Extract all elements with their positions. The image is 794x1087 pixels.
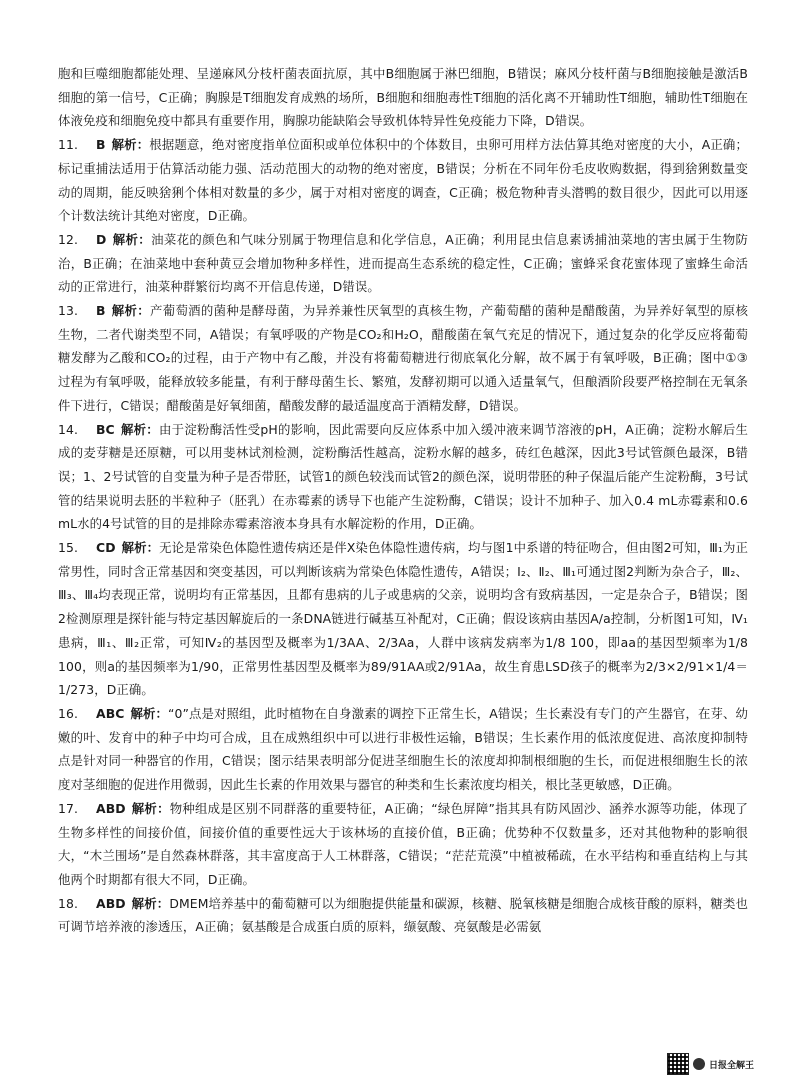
question-number: 17. <box>58 800 79 816</box>
answer-item <box>58 892 748 939</box>
analysis-label: 解析： <box>120 421 159 437</box>
question-number: 16. <box>58 705 79 721</box>
qr-code-icon <box>667 1053 689 1075</box>
analysis-label: 解析： <box>111 303 150 319</box>
answer-item <box>58 797 748 892</box>
answer-list <box>58 133 748 939</box>
answer-item <box>58 418 748 537</box>
brand-name: 日报全解王 <box>708 1060 754 1071</box>
analysis-text: 根据题意，绝对密度指单位面积或单位体积中的个体数目，虫卵可用样方法估算其绝对密度的大小，A正确；标记重捕法适用于估算活动能力强、活动范围大的动物的绝对密度，B错误；分析在不同年份毛皮收购数据，得到猞猁数量变动的周期，能反映猞猁个体相对数量的多少，属于对相对密度的调查，C正确；极危物种青头潜鸭的数目很少，因此可以用逐个计数法统计其绝对密度，D正确。 <box>58 137 748 224</box>
answer-item <box>58 228 748 299</box>
analysis-text: 物种组成是区别不同群落的重要特征，A正确；“绿色屏障”指其具有防风固沙、涵养水源等功能，体现了生物多样性的间接价值，间接价值的重要性远大于该林场的直接价值，B正确；优势种不仅数量多，还对其他物种的影响很大，“木兰围场”是自然森林群落，其丰富度高于人工林群落，C错误；“茫茫荒漠”中植被稀疏，在水平结构和垂直结构上与其他两个时期都有很大不同，D正确。 <box>58 800 748 887</box>
intro-paragraph: 胞和巨噬细胞都能处理、呈递麻风分枝杆菌表面抗原，其中B细胞属于淋巴细胞，B错误；麻风分枝杆菌与B细胞接触是激活B细胞的第一信号，C正确；胸腺是T细胞发育成熟的场所，B细胞和细胞毒性T细胞的活化离不开辅助性T细胞，辅助性T细胞在体液免疫和细胞免疫中都具有重要作用，胸腺功能缺陷会导致机体特异性免疫能力下降，D错误。 <box>58 66 748 129</box>
answer-choice: ABD <box>96 895 126 911</box>
analysis-label: 解析： <box>112 231 152 247</box>
answer-item <box>58 299 748 418</box>
analysis-label: 解析： <box>121 540 160 556</box>
question-number: 18. <box>58 895 79 911</box>
answer-choice: B <box>96 137 106 153</box>
question-number: 11. <box>58 137 79 153</box>
answer-item <box>58 536 748 702</box>
answer-choice: CD <box>96 540 116 556</box>
brand-logo-icon <box>693 1058 705 1070</box>
answer-item <box>58 702 748 797</box>
analysis-label: 解析： <box>131 800 170 816</box>
analysis-text: 产葡萄酒的菌种是酵母菌，为异养兼性厌氧型的真核生物，产葡萄醋的菌种是醋酸菌，为异养好氧型的原核生物，二者代谢类型不同，A错误；有氧呼吸的产物是CO₂和H₂O，醋酸菌在氧气充足的情况下，通过复杂的化学反应将葡萄糖发酵为乙酸和CO₂的过程，由于产物中有乙酸，并没有将葡萄糖进行彻底氧化分解，故不属于有氧呼吸，B正确；图中①③过程为有氧呼吸，能释放较多能量，有利于酵母菌生长、繁殖，发酵初期可以通入适量氧气，但酿酒阶段要严格控制在无氧条件下进行，C错误；醋酸菌是好氧细菌，醋酸发酵的最适温度高于酒精发酵，D错误。 <box>58 303 748 413</box>
answer-choice: BC <box>96 421 115 437</box>
analysis-label: 解析： <box>131 895 170 911</box>
answer-item <box>58 133 748 228</box>
answer-choice: D <box>96 231 107 247</box>
analysis-text: 由于淀粉酶活性受pH的影响，因此需要向反应体系中加入缓冲液来调节溶液的pH，A正确；淀粉水解后生成的麦芽糖是还原糖，可以用斐林试剂检测，淀粉酶活性越高，淀粉水解的越多，砖红色越深，因此3号试管颜色最深，B错误；1、2号试管的自变量为种子是否带胚，试管1的颜色较浅而试管2的颜色深，说明带胚的种子保温后能产生淀粉酶，3号试管的结果说明去胚的半粒种子（胚乳）在赤霉素的诱导下也能产生淀粉酶，C错误；设计不加种子、加入0.4 mL赤霉素和0.6 mL水的4号试管的目的是排除赤霉素溶液本身具有水解淀粉的作用，D正确。 <box>58 421 748 532</box>
question-number: 13. <box>58 303 79 319</box>
analysis-label: 解析： <box>130 705 168 721</box>
analysis-label: 解析： <box>111 137 150 153</box>
question-number: 12. <box>58 231 79 247</box>
analysis-text: “0”点是对照组，此时植物在自身激素的调控下正常生长，A错误；生长素没有专门的产生器官，在芽、幼嫩的叶、发育中的种子中均可合成，且在成熟组织中可以进行非极性运输，B错误；生长素作用的低浓度促进、高浓度抑制特点是针对同一种器官的作用，C错误；图示结果表明部分促进茎细胞生长的浓度却抑制根细胞的生长，而促进根细胞生长的浓度对茎细胞的促进作用微弱，因此生长素的作用效果与器官的种类和生长素浓度均相关，根比茎更敏感，D正确。 <box>58 705 748 793</box>
answer-choice: ABD <box>96 800 126 816</box>
analysis-text: DMEM培养基中的葡萄糖可以为细胞提供能量和碳源，核糖、脱氧核糖是细胞合成核苷酸的原料，糖类也可调节培养液的渗透压，A正确；氨基酸是合成蛋白质的原料，缬氨酸、亮氨酸是必需氨 <box>58 895 748 935</box>
page-footer <box>667 1053 754 1075</box>
answer-choice: ABC <box>96 705 125 721</box>
answer-page <box>58 62 748 939</box>
analysis-text: 无论是常染色体隐性遗传病还是伴X染色体隐性遗传病，均与图1中系谱的特征吻合，但由图2可知，Ⅲ₁为正常男性，同时含正常基因和突变基因，可以判断该病为常染色体隐性遗传，A错误；Ⅰ₂、Ⅱ₂、Ⅲ₁可通过图2判断为杂合子，Ⅲ₂、Ⅲ₃、Ⅲ₄均表现正常，说明均有正常基因，且都有患病的儿子或患病的父亲，说明均含有致病基因，一定是杂合子，B错误；图2检测原理是探针能与特定基因解旋后的一条DNA链进行碱基互补配对，C正确；假设该病由基因A/a控制，分析图1可知，Ⅳ₁患病，Ⅲ₁、Ⅲ₂正常，可知Ⅳ₂的基因型及概率为1/3AA、2/3Aa，人群中该病发病率为1/8 100，即aa的基因型频率为1/8 100，则a的基因频率为1/90，正常男性基因型及概率为89/91AA或2/91Aa，故生育患LSD孩子的概率为2/3×2/91×1/4＝1/273，D正确。 <box>58 540 748 698</box>
analysis-text: 油菜花的颜色和气味分别属于物理信息和化学信息，A正确；利用昆虫信息素诱捕油菜地的害虫属于生物防治，B正确；在油菜地中套种黄豆会增加物种多样性，进而提高生态系统的稳定性，C正确；蜜蜂采食花蜜体现了蜜蜂生命活动的正常进行，油菜种群繁衍均离不开信息传递，D错误。 <box>58 231 748 295</box>
question-number: 15. <box>58 540 79 556</box>
question-number: 14. <box>58 421 79 437</box>
answer-choice: B <box>96 303 106 319</box>
